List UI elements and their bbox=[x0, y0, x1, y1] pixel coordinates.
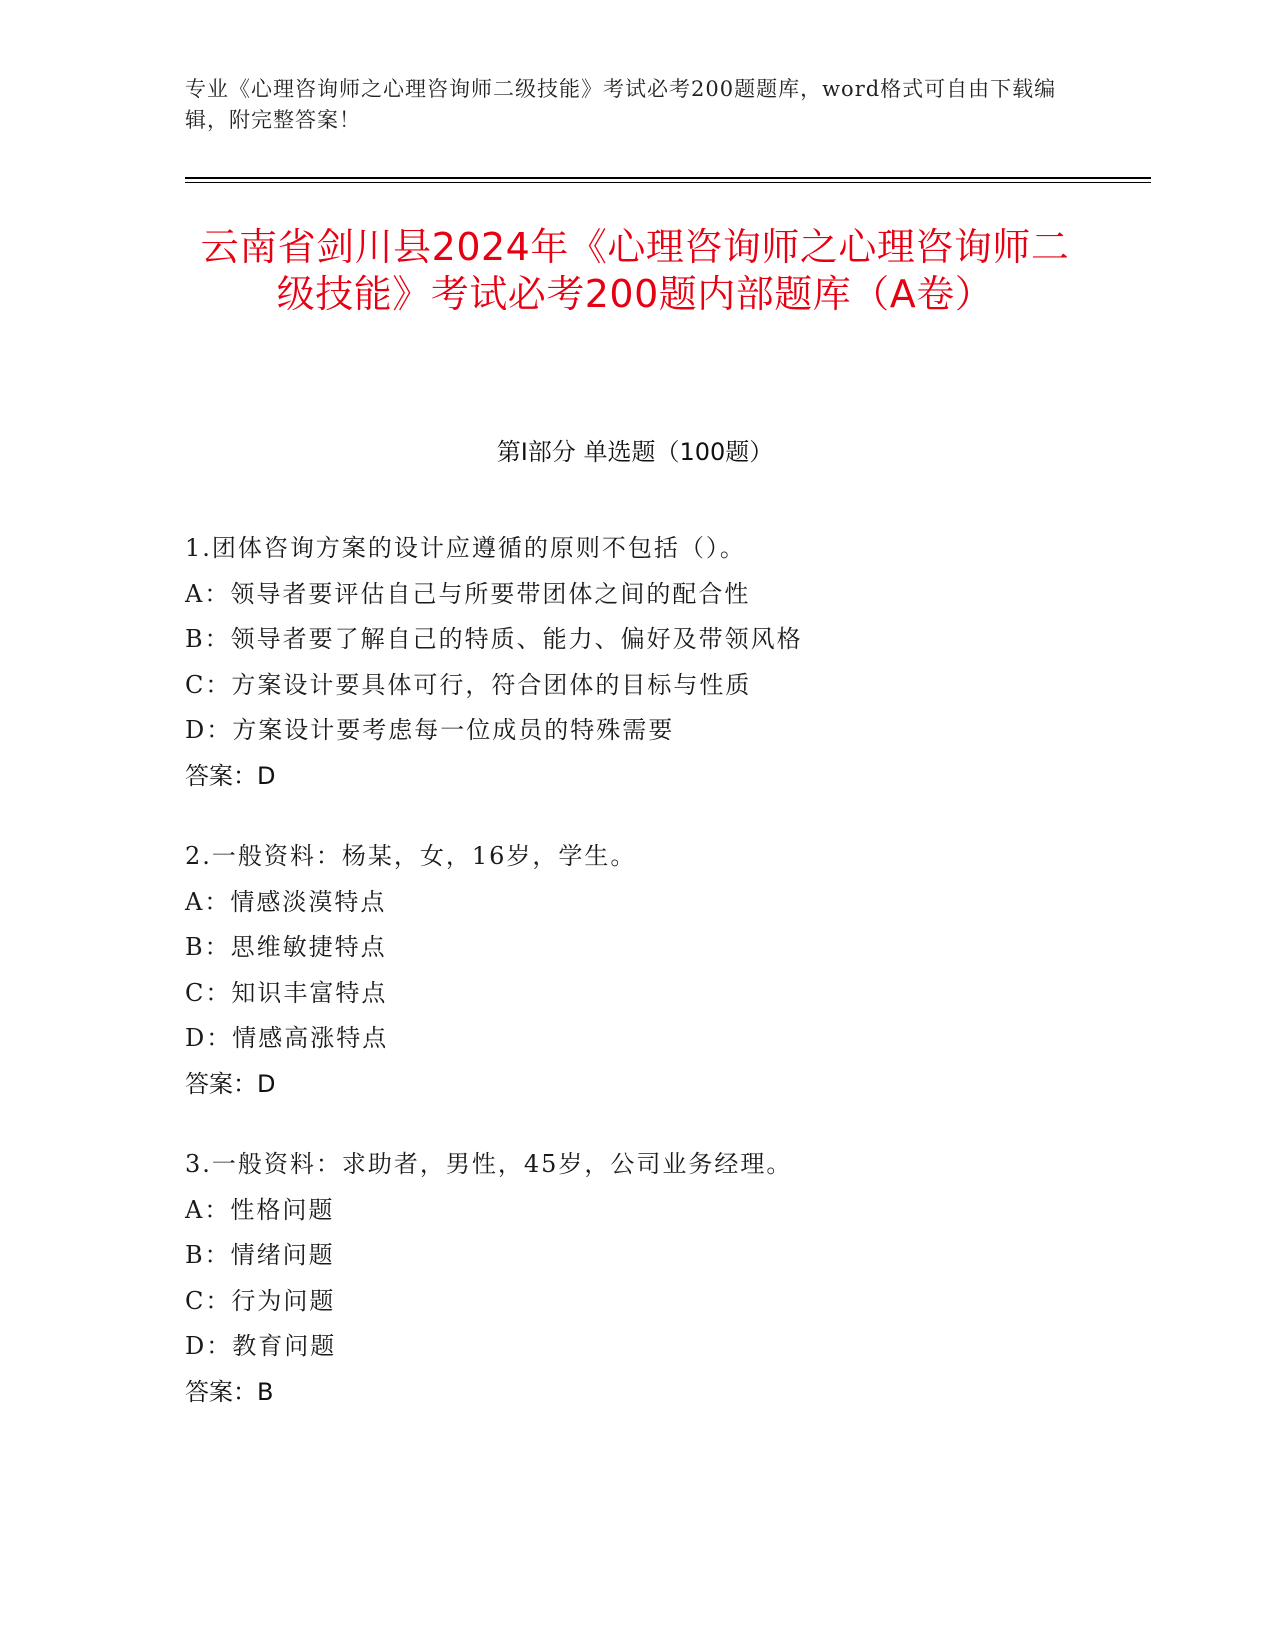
option-b: B：情绪问题 bbox=[185, 1241, 335, 1269]
answer-line: 答案：B bbox=[185, 1377, 274, 1406]
answer-line: 答案：D bbox=[185, 761, 276, 790]
option-b: B：思维敏捷特点 bbox=[185, 933, 387, 961]
option-a: A：领导者要评估自己与所要带团体之间的配合性 bbox=[185, 579, 751, 608]
header-divider-thick bbox=[185, 177, 1151, 179]
question-item bbox=[185, 834, 1145, 1107]
header-divider-thin bbox=[185, 182, 1151, 183]
section-heading: 第Ⅰ部分 单选题（100题） bbox=[496, 438, 774, 466]
option-a: A：性格问题 bbox=[185, 1195, 335, 1224]
option-a: A：情感淡漠特点 bbox=[185, 887, 387, 916]
option-d: D：方案设计要考虑每一位成员的特殊需要 bbox=[185, 716, 675, 744]
option-c: C：行为问题 bbox=[185, 1286, 336, 1315]
document-title: 云南省剑川县2024年《心理咨询师之心理咨询师二级技能》考试必考200题内部题库（A卷） bbox=[200, 225, 1070, 316]
header-note: 专业《心理咨询师之心理咨询师二级技能》考试必考200题题库，word格式可自由下载编辑，附完整答案！ bbox=[185, 77, 1057, 132]
question-stem: 3.一般资料：求助者，男性，45岁，公司业务经理。 bbox=[185, 1150, 793, 1178]
option-b: B：领导者要了解自己的特质、能力、偏好及带领风格 bbox=[185, 625, 803, 653]
question-item bbox=[185, 526, 1145, 799]
question-item bbox=[185, 1142, 1145, 1415]
option-d: D：教育问题 bbox=[185, 1332, 337, 1360]
option-d: D：情感高涨特点 bbox=[185, 1024, 389, 1052]
question-stem: 2.一般资料：杨某，女，16岁，学生。 bbox=[185, 842, 637, 870]
question-stem: 1.团体咨询方案的设计应遵循的原则不包括（）。 bbox=[185, 534, 746, 562]
option-c: C：方案设计要具体可行，符合团体的目标与性质 bbox=[185, 670, 752, 699]
option-c: C：知识丰富特点 bbox=[185, 978, 388, 1007]
question-list bbox=[185, 526, 1145, 1450]
answer-line: 答案：D bbox=[185, 1069, 276, 1098]
